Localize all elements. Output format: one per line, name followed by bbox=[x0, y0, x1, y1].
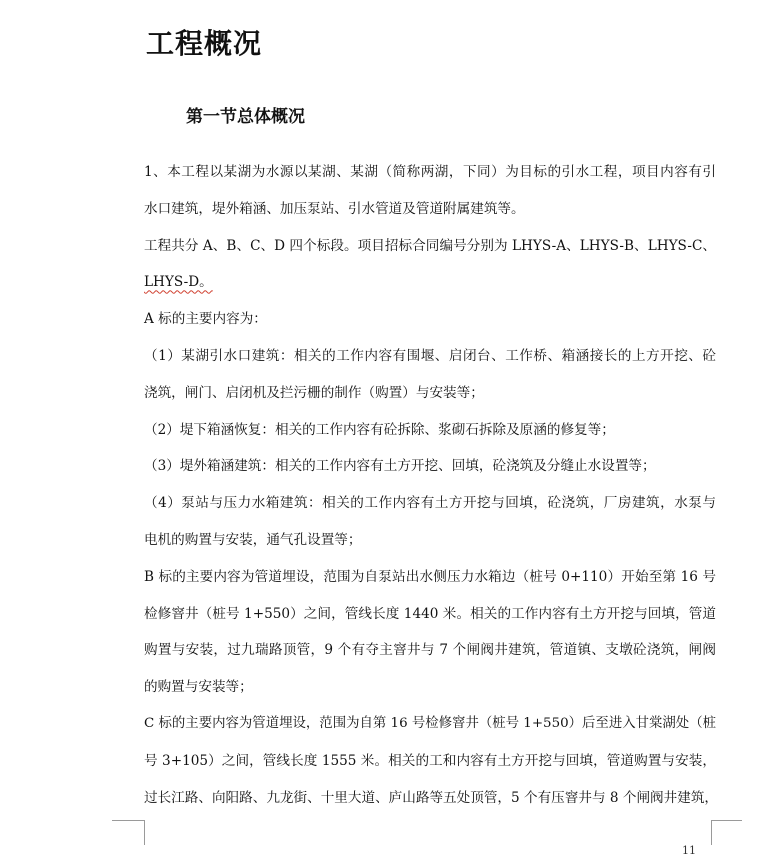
paragraph-line: （3）堤外箱涵建筑：相关的工作内容有土方开挖、回填，砼浇筑及分缝止水设置等； bbox=[144, 458, 656, 475]
paragraph-line: B 标的主要内容为管道埋设，范围为自泵站出水侧压力水箱边（桩号 0+110）开始至第 16 号 bbox=[144, 568, 716, 585]
paragraph-line: 购置与安装，过九瑞路顶管，9 个有夺主窨井与 7 个闸阀井建筑，管道镇、支墩砼浇筑，闸阀 bbox=[144, 642, 716, 659]
page-number: 11 bbox=[682, 844, 696, 857]
paragraph-line: 检修窨井（桩号 1+550）之间，管线长度 1440 米。相关的工作内容有土方开挖与回填，管道 bbox=[144, 605, 716, 622]
paragraph-line-text: 工程共分 A、B、C、D 四个标段。项目招标合同编号分别为 LHYS-A、LHYS-B、LHYS-C、 bbox=[144, 237, 716, 254]
paragraph-line: 浇筑，闸门、启闭机及拦污栅的制作（购置）与安装等； bbox=[144, 384, 484, 401]
paragraph-line: 水口建筑，堤外箱涵、加压泵站、引水管道及管道附属建筑等。 bbox=[144, 200, 525, 217]
page-corner-mark-right bbox=[711, 820, 742, 845]
paragraph-line: 电机的购置与安装，通气孔设置等； bbox=[144, 531, 362, 548]
paragraph-line: （2）堤下箱涵恢复：相关的工作内容有砼拆除、浆砌石拆除及原涵的修复等； bbox=[144, 421, 615, 438]
paragraph-line: 号 3+105）之间，管线长度 1555 米。相关的工和内容有土方开挖与回填，管道购置与安装， bbox=[144, 752, 716, 769]
paragraph-line: （4）泵站与压力水箱建筑：相关的工作内容有土方开挖与回填，砼浇筑，厂房建筑，水泵与 bbox=[144, 495, 716, 512]
paragraph-line-text: LHYS-D。 bbox=[144, 274, 213, 291]
paragraph-line: 过长江路、向阳路、九龙街、十里大道、庐山路等五处顶管，5 个有压窨井与 8 个闸阀井建筑， bbox=[144, 789, 719, 806]
paragraph-line: （1）某湖引水口建筑：相关的工作内容有围堰、启闭台、工作桥、箱涵接长的上方开挖、砼 bbox=[144, 347, 716, 364]
document-title: 工程概况 bbox=[146, 27, 263, 60]
paragraph-line bbox=[144, 264, 716, 301]
section-heading: 第一节总体概况 bbox=[186, 107, 305, 127]
body-text bbox=[144, 154, 719, 816]
paragraph-line: 的购置与安装等； bbox=[144, 679, 253, 696]
paragraph-line: A 标的主要内容为： bbox=[144, 311, 267, 328]
paragraph-line: 1、本工程以某湖为水源以某湖、某湖（简称两湖，下同）为目标的引水工程，项目内容有引 bbox=[144, 164, 716, 180]
paragraph-line: C 标的主要内容为管道埋设，范围为自第 16 号检修窨井（桩号 1+550）后至进入甘棠湖处（桩 bbox=[144, 715, 716, 731]
paragraph-line bbox=[144, 228, 716, 265]
page-corner-mark-left bbox=[112, 820, 145, 845]
